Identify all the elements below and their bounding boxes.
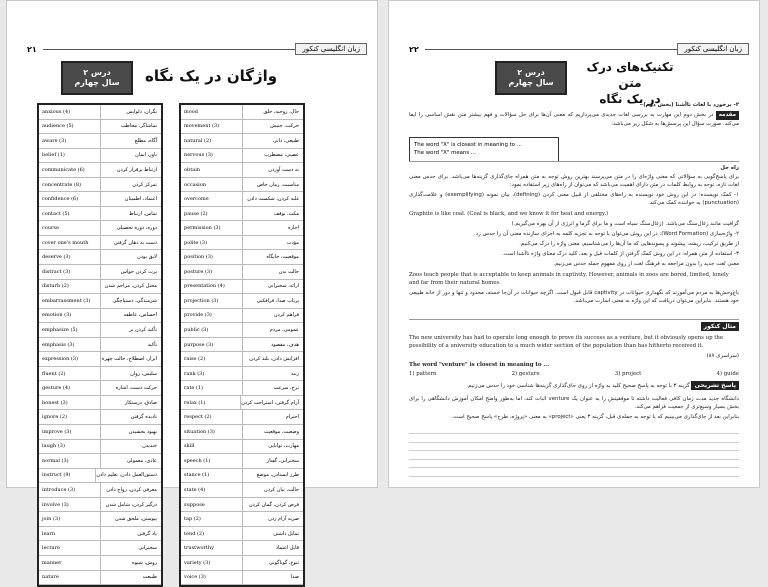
vocab-english: emphasis (3) [39,338,101,352]
page-title: واژگان در یک نگاه [145,67,278,85]
vocab-persian: طرز ایستادن، موضع [256,472,299,479]
vocab-english: belief (1) [39,149,101,163]
vocab-row [39,294,161,309]
vocab-english: improve (3) [39,425,101,439]
vocab-persian: معرفی کردن، رواج دادن [106,486,157,493]
vocab-row [181,120,303,135]
vocab-row [39,571,161,586]
vocab-row [39,338,161,353]
vocab-persian: مناسبت، زمان خاص [256,181,299,188]
vocab-row [39,105,161,120]
tip-3b: معنی لغت جدید را بدون مراجعه به فرهنگ لغت از روی مفهوم جمله حدس می‌زنیم. [553,261,739,267]
vocab-persian: حرکت دست، اشاره [115,385,157,392]
vocab-english: skill [181,440,243,454]
page-number: ۲۱ [27,44,37,54]
vocab-english: public (3) [181,323,243,337]
vocab-english: manner [39,556,101,570]
vocab-row [181,221,303,236]
vocab-row [39,221,161,236]
tip-2: ۲- واژه‌سازی (Word Formation): در این روش می‌توان با توجه به تجزیه کلمه به اجزای سازنده معنی آن را حدس زد. [474,231,739,237]
vocab-persian: آگاه، مطلع [134,137,157,144]
vocab-english: provide (3) [181,309,243,323]
vocab-persian: اجازه [287,225,299,232]
page-bottom-rules [409,433,739,484]
vocab-english: aware (3) [39,134,101,148]
vocab-row [39,498,161,513]
vocab-row [181,571,303,586]
sample-options [409,370,739,378]
lesson-badge [495,61,567,95]
vocab-english: course [39,221,101,235]
vocab-english: tap (2) [181,512,243,526]
vocab-english: overcome [181,192,243,206]
vocab-persian: حالت بدن [278,268,299,275]
method-label: راه حل [720,165,739,171]
answer-text-3: بنابراین بعد از جای‌گذاری می‌بینیم که با توجه به جمله‌ی قبل، گزینه ۳ یعنی «project» به معنی «پروژه، طرح» پاسخ صحیح است. [451,414,739,420]
vocab-persian: بهبود بخشیدن [128,428,157,435]
vocab-persian: پرت کردن حواس [120,268,157,275]
vocab-persian: وضعیت، موقعیت [263,428,299,435]
vocab-english: rate (1) [181,381,243,395]
vocab-persian: سخنرانی [138,545,157,552]
intro-paragraph: مقدمه در بخش دوم این مهارت به بررسی لغات جدیدی می‌پردازیم که معنی آن‌ها برای حل سؤالات و فهم بیشتر متن نقش اساسی را ایفا می‌کند. صورت سؤال این پرسش‌ها به شکل زیر می‌باشد: [409,112,739,127]
vocab-english: ignore (2) [39,410,101,424]
vocab-row [181,425,303,440]
left-page-header [21,43,367,55]
vocab-table-left [37,103,163,587]
vocab-row [181,192,303,207]
vocab-english: learn [39,527,101,541]
vocab-row [181,469,303,484]
vocab-row [39,541,161,556]
vocab-english: lecture [39,541,101,555]
vocab-persian: سخنرانی، گفتار [266,457,299,464]
vocab-english: raise (2) [181,352,243,366]
tip-1b: گرافیت مانند زغال‌سنگ می‌باشد. (زغال‌سنگ سیاه است و ما برای گرما و انرژی از آن بهره می‌گیریم.) [511,221,739,227]
vocab-persian: تمایل داشتن [273,530,299,537]
option-4: 4) guide [716,371,739,377]
vocab-english: contact (5) [39,207,101,221]
vocab-english: involve (3) [39,498,101,512]
answer-text-2: دانشگاه جدید مدت زمان کافی فعالیت داشته تا موفقیتش را به عنوان یک venture اثبات کند، اما به‌طور واضح امکان آموزش دانشگاهی را برای بخش بسیار وسیع‌تری از جمعیت فراهم می‌کند. [409,396,739,411]
vocab-english: communicate (6) [39,163,101,177]
vocab-row [181,280,303,295]
vocab-persian: غلبه کردن، شکست دادن [247,196,299,203]
vocab-english: state (4) [181,483,243,497]
vocab-english: stance (1) [181,469,243,483]
vocab-persian: صدا [290,574,299,581]
vocab-row [181,105,303,120]
vocab-row [39,381,161,396]
vocab-english: trustworthy [181,541,243,555]
example-1: Graphite is like coal. (Coal is black, and we know it for heat and energy.) [409,211,609,217]
vocab-english: polite (3) [181,236,243,250]
vocab-english: mood [181,105,243,119]
vocab-english: gesture (4) [39,381,101,395]
vocab-persian: یاد گرفتن [137,530,157,537]
header-tab: زبان انگلیسی کنکور [295,43,367,55]
badge-line2: سال چهارم [74,78,120,87]
vocab-persian: دوره، دوره تحصیلی [116,225,157,232]
vocab-persian: مهارت، توانایی [268,443,299,450]
vocab-row [181,396,303,411]
vocab-row [39,134,161,149]
vocab-english: join (3) [39,512,101,526]
vocab-persian: فرض کردن، گمان کردن [248,501,299,508]
vocab-english: movement (3) [181,120,243,134]
vocab-persian: عصبی، مضطرب [264,152,299,159]
vocab-persian: ارتباط برقرار کردن [116,166,157,173]
vocab-english: respect (2) [181,410,243,424]
vocab-persian: سلیس، روان [130,370,157,377]
vocab-persian: طبیعت [142,574,157,581]
vocab-persian: شرمندگی، دستپاچگی [112,297,157,304]
vocab-row [39,527,161,542]
vocab-english: nervous (3) [181,149,243,163]
vocab-row [39,483,161,498]
vocab-persian: روش، شیوه [131,559,157,566]
vocab-persian: تأکید کردن بر [129,326,157,333]
vocab-row [181,541,303,556]
vocab-persian: موقعیت، جایگاه [266,254,299,261]
vocab-row [181,512,303,527]
vocab-english: laugh (3) [39,440,101,454]
vocab-english: expression (3) [39,352,101,366]
method-text: برای پاسخ‌گویی به سؤالاتی که معنی واژه‌ای را در متن می‌پرسند بهترین روش توجه به متن همراه جای‌گذاری گزینه‌ها می‌باشد. برای حدس معنی لغات تازه، توجه به روابط کلمات در متن دارای اهمیت می‌باشد که می‌توان از راه‌های زیر استفاده نمود: [409,174,739,189]
vocab-persian: آرام گرفتن، استراحت کردن [241,399,299,406]
vocab-english: projection (3) [181,294,243,308]
vocab-row [39,236,161,251]
vocab-persian: رتبه [291,370,299,377]
option-1: 1) pattern [409,371,437,377]
vocab-english: honest (3) [39,396,101,410]
vocab-persian: عمومی، مردم [269,326,299,333]
header-tab: زبان انگلیسی کنکور [677,43,749,55]
option-2: 2) gesture [511,371,540,377]
vocab-english: nature [39,571,101,585]
sample-source: (سراسری ۸۷) [706,353,739,359]
vocab-persian: اعتماد، اطمینان [124,196,157,203]
vocab-row [181,250,303,265]
vocab-persian: تماس، ارتباط [129,210,157,217]
vocab-english: position (3) [181,250,243,264]
vocab-row [181,178,303,193]
vocab-persian: قابل اعتماد [275,545,299,552]
vocab-persian: لایق بودن [137,254,157,261]
vocab-persian: درگیر کردن، شامل شدن [105,501,157,508]
right-page [388,0,760,488]
vocab-persian: ضربه آرام زدن [268,516,299,523]
badge-line1: درس ۲ [83,67,111,77]
vocab-row [181,236,303,251]
vocab-english: situation (3) [181,425,243,439]
answer-text: گزینه ۳ با توجه به پاسخ صحیح کلید به واژه از روی جای‌گذاری گزینه‌ها شناسی خود را حدس می‌زنیم. [466,383,690,389]
vocab-persian: احترام [285,414,299,421]
vocab-english: posture (3) [181,265,243,279]
answer-label: پاسخ تشریحی [691,381,739,390]
vocab-row [39,454,161,469]
q-pattern-1: The word "X" is closest in meaning to ... [414,142,522,148]
vocab-persian: پرتاب صدا، فرافکنی [256,297,299,304]
section-heading: ۲- برخورد با لغات ناآشنا (بخش دوم) [643,102,739,108]
vocab-persian: صادق، درستکار [124,399,157,406]
example-2: Zoos teach people that is acceptable to keep animals in captivity. However, animals in zoos are bored, limited, lonely and far from their natural homes. [409,272,729,287]
vocab-row [39,425,161,440]
vocab-row [181,440,303,455]
vocab-persian: مختل کردن، مزاحم شدن [104,283,157,290]
vocab-row [39,250,161,265]
right-page-header [403,43,749,55]
vocab-row [39,512,161,527]
vocab-english: suppose [181,498,243,512]
vocab-row [181,294,303,309]
vocab-row [181,265,303,280]
vocab-persian: حرکت، جنبش [270,123,299,130]
vocab-english: confidence (6) [39,192,101,206]
vocab-english: normal (3) [39,454,101,468]
vocab-persian: هدف، مقصود [270,341,299,348]
vocab-persian: عادی، معمولی [126,457,157,464]
vocab-row [181,309,303,324]
vocab-persian: فراهم کردن [273,312,299,319]
vocab-english: concentrate (8) [39,178,101,192]
vocab-english: natural (2) [181,134,243,148]
vocab-english: voice (3) [181,571,243,585]
tip-2b: از طریق ترکیب، ریشه، پیشوند و پسوندهایی که ما آن‌ها را می‌شناسیم، معنی واژه را درک می‌کنیم. [519,241,739,247]
vocab-row [39,178,161,193]
q-pattern-2: The word "X" means ... [414,150,477,157]
vocab-row [39,265,161,280]
vocab-english: audience (5) [39,120,101,134]
sample-question: The word "venture" is closest in meaning to ... [409,362,549,368]
vocab-row [39,367,161,382]
vocab-row [39,280,161,295]
vocab-row [39,120,161,135]
vocab-row [39,410,161,425]
vocab-english: variety (3) [181,556,243,570]
vocab-english: embarrassment (3) [39,294,101,308]
vocab-english: occasion [181,178,243,192]
vocab-row [181,352,303,367]
vocab-english: rank (3) [181,367,243,381]
sample-label: مثال کنکور [701,322,739,331]
title-line2: در یک نگاه [599,92,661,107]
vocab-persian: نادیده گرفتن [130,414,157,421]
intro-text: در بخش دوم این مهارت به بررسی لغات جدیدی می‌پردازیم که معنی آن‌ها برای حل سؤالات و فهم بیشتر متن نقش اساسی را ایفا می‌کند. صورت سؤال این پرسش‌ها به شکل زیر می‌باشد: [409,112,739,127]
vocab-persian: طبیعی، ذاتی [273,137,299,144]
vocab-row [181,527,303,542]
vocab-english: pause (2) [181,207,243,221]
vocab-persian: افزایش دادن، بلند کردن [249,356,299,363]
vocab-row [181,207,303,222]
vocab-row [39,352,161,367]
vocab-persian: خندیدن [142,443,157,450]
vocab-persian: تماشاگر، مخاطب [120,123,157,130]
sample-passage: The new university has had to operate long enough to prove its success as a venture, but it obviously opens up the possibility of a university education to a much wider section of the population than has hitherto received it. [409,335,724,350]
vocab-persian: نگران، دلواپس [126,108,157,115]
vocab-persian: ارائه، سخنرانی [267,283,299,290]
badge-line1: درس ۲ [517,67,545,77]
vocab-english: emphasize (5) [39,323,101,337]
vocab-row [181,454,303,469]
vocab-english: obtain [181,163,243,177]
vocab-row [39,323,161,338]
vocab-row [39,396,161,411]
vocab-row [39,149,161,164]
vocab-english: fluent (2) [39,367,101,381]
vocab-persian: حالت، بیان کردن [264,486,299,493]
vocab-persian: تمرکز کردن [132,181,157,188]
vocab-english: cover one's mouth [39,236,101,250]
question-pattern-box [409,137,559,162]
vocab-persian: حال، روحیه، خلق [263,108,299,115]
vocab-table-right [179,103,305,587]
tip-1: ۱- کمک نویسنده: در این روش خود نویسنده به راه‌های مختلفی از قبیل معنی کردن (defining)، بیان نمونه (exemplifying) و علامت‌گذاری (punctuation) به خواننده کمک می‌کند. [409,192,740,207]
vocab-row [39,440,161,455]
vocab-persian: مؤدب [286,239,299,246]
vocab-english: distract (3) [39,265,101,279]
tip-3: ۳- استفاده از متن همراه: در این روش کمک گرفتن از کلمات قبل و بعد، کلید درک معنای واژه ناآشنا است. [502,251,739,257]
vocab-row [181,410,303,425]
vocab-row [181,483,303,498]
vocab-english: disturb (2) [39,280,101,294]
vocab-persian: دستورالعمل دادن، تعلیم دادن [96,472,157,479]
vocab-english: emotion (3) [39,309,101,323]
answer-block [409,381,739,390]
sample-label-row [409,322,739,331]
vocab-row [39,469,161,484]
vocab-english: deserve (3) [39,250,101,264]
vocab-persian: احساس، عاطفه [123,312,157,319]
vocab-english: anxious (4) [39,105,101,119]
option-3: 3) project [614,371,642,377]
vocab-persian: مکث، توقف [273,210,299,217]
vocab-persian: تنوع، گوناگونی [268,559,299,566]
vocab-row [39,192,161,207]
vocab-english: introduce (3) [39,483,101,497]
vocab-english: purpose (3) [181,338,243,352]
vocab-row [181,556,303,571]
vocab-persian: باور، ایمان [135,152,157,159]
vocab-english: permission (3) [181,221,243,235]
vocab-english: speech (1) [181,454,243,468]
vocab-row [181,149,303,164]
vocab-row [39,163,161,178]
vocab-row [181,338,303,353]
left-page [6,0,378,581]
vocab-persian: ابراز، اصطلاح، حالت چهره [101,356,157,363]
vocab-english: relax (1) [181,396,241,410]
vocab-row [181,134,303,149]
vocab-row [181,367,303,382]
vocab-persian: تأکید [147,341,157,348]
vocab-english: presentation (4) [181,280,243,294]
vocab-persian: پیوستن، ملحق شدن [115,516,157,523]
vocab-row [181,498,303,513]
badge-line2: سال چهارم [508,78,554,87]
lesson-badge [61,61,133,95]
page-number: ۲۲ [409,44,419,54]
vocab-english: instruct (9) [39,469,96,483]
title-line1: تکنیک‌های درک متن [586,60,674,91]
vocab-english: tend (2) [181,527,243,541]
vocab-row [181,381,303,396]
vocab-row [39,207,161,222]
vocab-row [39,309,161,324]
example-2-translation: باغ‌وحش‌ها به مردم می‌آموزند که نگهداری حیوانات در captivity قابل قبول است. اگرچه حیوانات در آن‌جا خسته، محدود و تنها و دور از خانه طبیعی خود هستند. بنابراین می‌توان دریافت که این واژه به معنی اسارت می‌باشد. [409,290,739,305]
vocab-row [39,556,161,571]
vocab-persian: به دست آوردن [268,166,299,173]
vocab-row [181,323,303,338]
vocab-row [181,163,303,178]
vocab-persian: دست به دهان گرفتن [113,239,157,246]
vocab-persian: نرخ، سرعت [273,385,299,392]
